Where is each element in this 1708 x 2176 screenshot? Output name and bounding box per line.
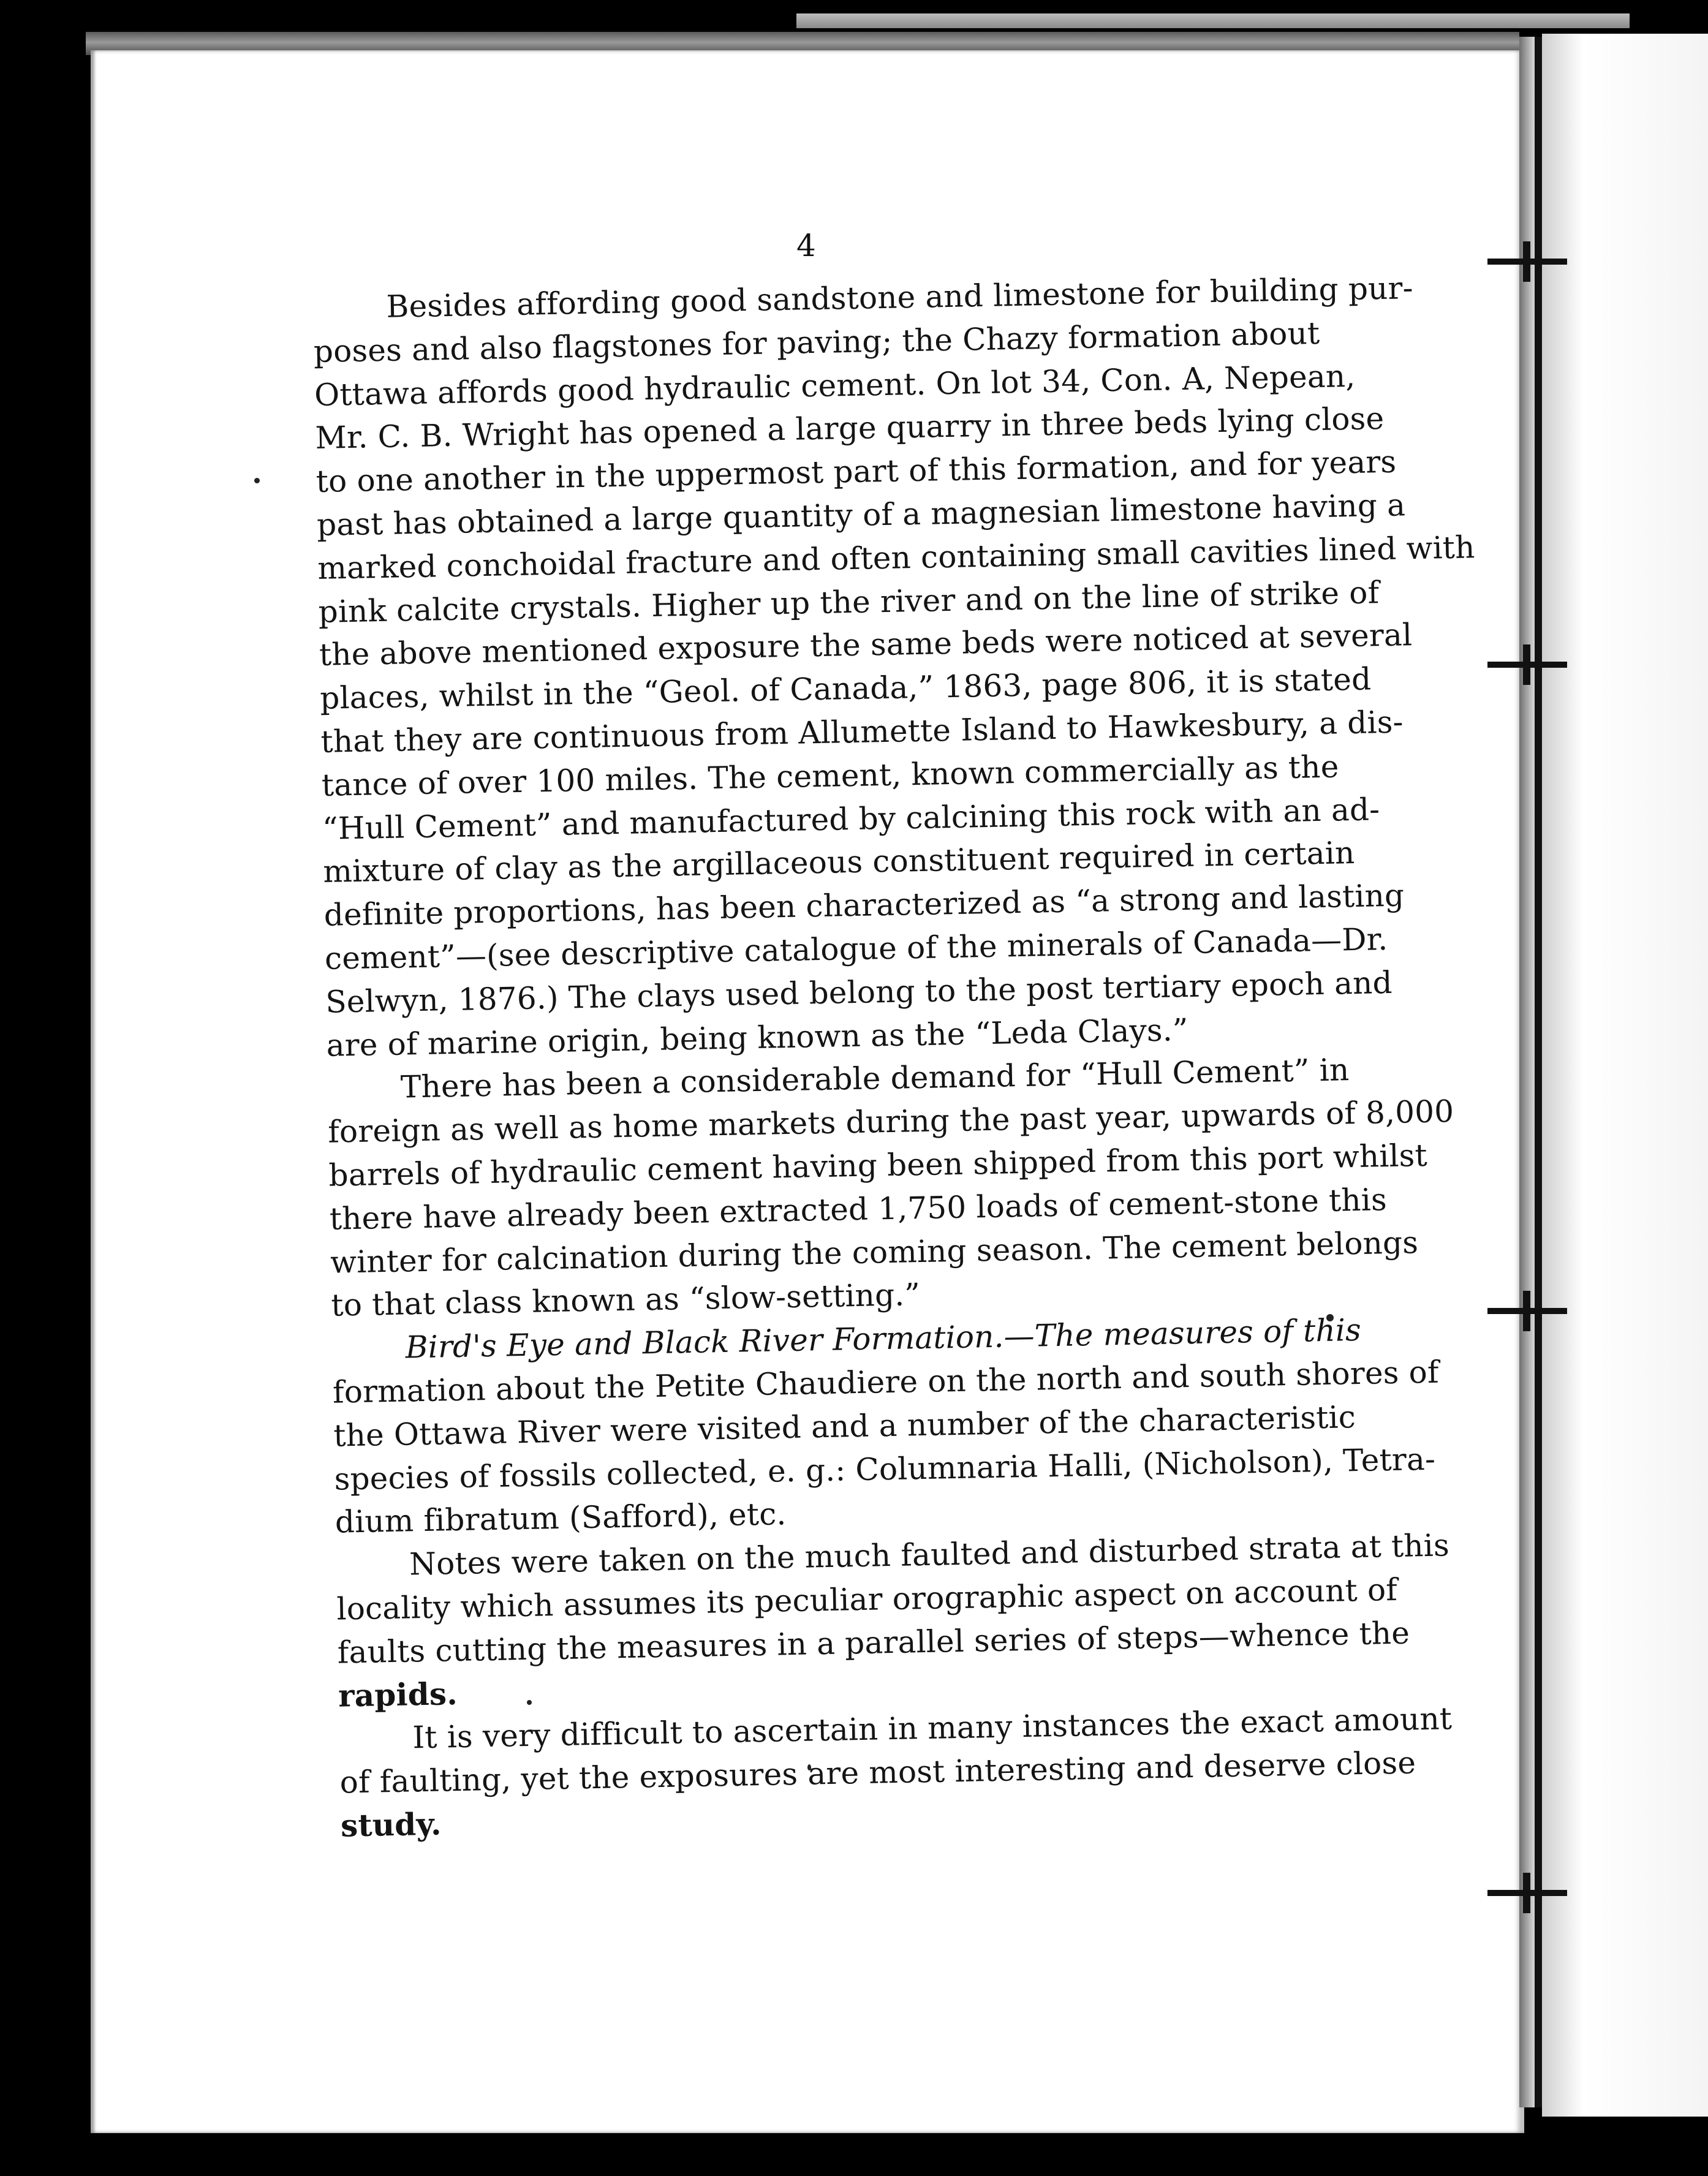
text-line: the above mentioned exposure the same beds were noticed at several <box>319 617 1413 673</box>
text-line: “Hull Cement” and manufactured by calcining this rock with an ad- <box>322 791 1380 847</box>
text-line: the Ottawa River were visited and a number of the characteristic <box>333 1399 1356 1454</box>
text-line: marked conchoidal fracture and often containing small cavities lined with <box>317 529 1475 586</box>
paragraph-cement-demand <box>327 1049 1454 1328</box>
text-line: dium fibratum (Safford), etc. <box>334 1496 787 1540</box>
paragraph-faulting-study <box>339 1699 1453 1848</box>
paragraph-hull-cement-intro <box>312 268 1475 1067</box>
text-line: Notes were taken on the much faulted and disturbed strata at this <box>409 1527 1450 1582</box>
text-line: tance of over 100 miles. The cement, known commercially as the <box>321 749 1339 803</box>
adjacent-page-top-edge <box>796 13 1630 28</box>
binding-stitch <box>1487 1308 1567 1314</box>
text-line: that they are continuous from Allumette Island to Hawkesbury, a dis- <box>320 704 1404 760</box>
body-text <box>312 268 1475 1848</box>
text-line: Ottawa affords good hydraulic cement. On lot 34, Con. A, Nepean, <box>314 358 1356 413</box>
scan-speck <box>254 478 260 483</box>
text-line: places, whilst in the “Geol. of Canada,” 1863, page 806, it is stated <box>319 661 1372 717</box>
text-line: Bird's Eye and Black River Formation.—The measures of this <box>405 1312 1362 1366</box>
binding-stitch <box>1487 662 1567 668</box>
text-line: formation about the Petite Chaudiere on the north and south shores of <box>332 1354 1440 1410</box>
text-line: there have already been extracted 1,750 loads of cement-stone this <box>329 1181 1388 1237</box>
text-line: foreign as well as home markets during the past year, upwards of 8,000 <box>327 1094 1454 1150</box>
text-line: rapids. <box>338 1675 458 1714</box>
text-line: are of marine origin, being known as the “Leda Clays.” <box>326 1011 1189 1063</box>
text-line: poses and also flagstones for paving; the Chazy formation about <box>313 315 1320 369</box>
text-line: species of fossils collected, e. g.: Columnaria Halli, (Nicholson), Tetra- <box>334 1441 1436 1497</box>
text-line: past has obtained a large quantity of a magnesian limestone having a <box>316 487 1406 543</box>
text-line: Selwyn, 1876.) The clays used belong to the post tertiary epoch and <box>325 964 1393 1020</box>
text-line: faults cutting the measures in a parallel series of steps—whence the <box>337 1615 1410 1671</box>
text-line: winter for calcination during the coming season. The cement belongs <box>330 1224 1419 1280</box>
text-line: There has been a considerable demand for “Hull Cement” in <box>400 1052 1350 1105</box>
binding-stitch <box>1487 1890 1567 1896</box>
text-line: definite proportions, has been characterized as “a strong and lasting <box>323 877 1405 933</box>
text-line: Besides affording good sandstone and limestone for building pur- <box>386 270 1414 325</box>
page-number: 4 <box>796 228 816 263</box>
adjacent-page <box>1542 34 1708 2117</box>
text-line: to one another in the uppermost part of this formation, and for years <box>316 444 1397 500</box>
paragraph-faulted-strata <box>336 1526 1450 1718</box>
binding-stitch <box>1487 259 1567 265</box>
book-binding <box>1535 37 1542 2107</box>
text-line: barrels of hydraulic cement having been shipped from this port whilst <box>328 1137 1428 1193</box>
text-line: It is very difficult to ascertain in many instances the exact amount <box>412 1701 1453 1756</box>
text-line: locality which assumes its peculiar orographic aspect on account of <box>336 1571 1398 1627</box>
text-line: pink calcite crystals. Higher up the river and on the line of strike of <box>318 574 1380 630</box>
book-gutter <box>1519 37 1535 2107</box>
text-line: study. <box>340 1805 442 1844</box>
text-line: of faulting, yet the exposures are most interesting and deserve close <box>339 1745 1416 1800</box>
text-line: cement”—(see descriptive catalogue of the minerals of Canada—Dr. <box>324 921 1388 977</box>
text-line: Mr. C. B. Wright has opened a large quarry in three beds lying close <box>315 401 1385 456</box>
text-line: to that class known as “slow-setting.” <box>330 1277 921 1324</box>
text-line: mixture of clay as the argillaceous constituent required in certain <box>322 835 1355 890</box>
paragraph-birds-eye-formation <box>331 1309 1440 1544</box>
